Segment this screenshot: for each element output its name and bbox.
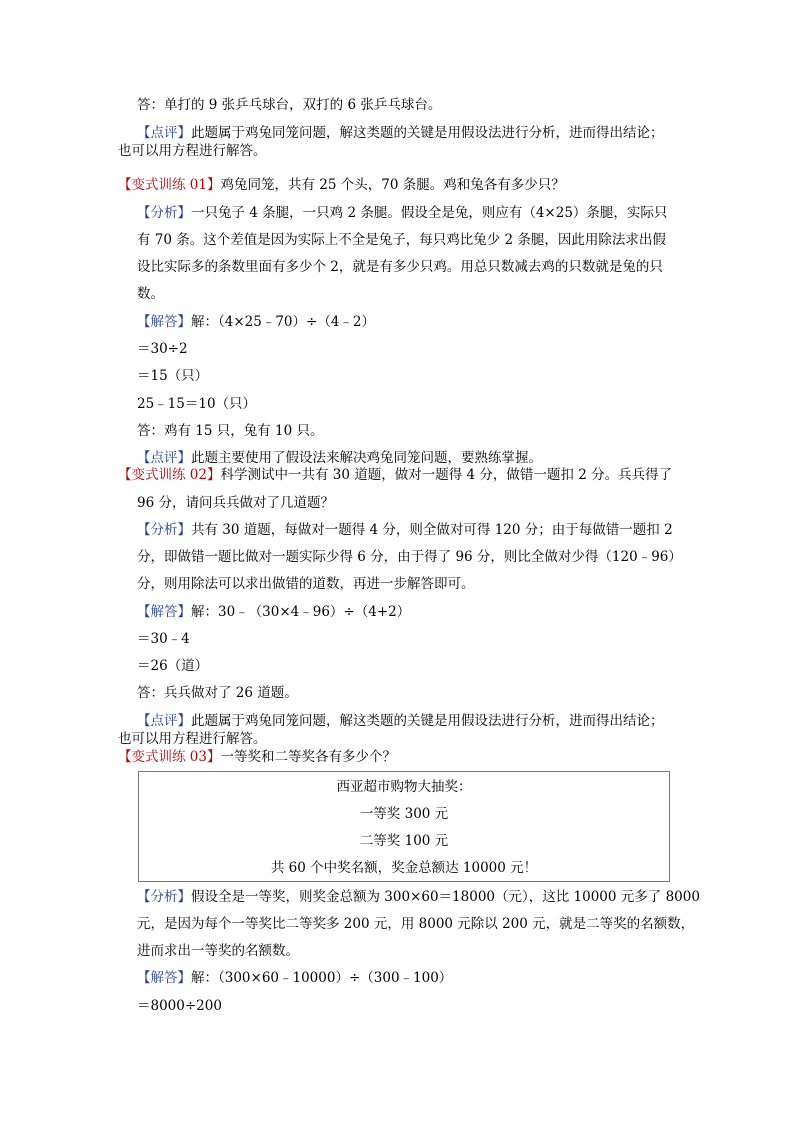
exercise-title-03 (118, 748, 396, 766)
solution-line (137, 657, 208, 675)
solution-line (137, 367, 208, 385)
analysis-text: 一只兔子 4 条腿，一只鸡 2 条腿。假设全是兔，则应有（4×25）条腿，实际只 (191, 205, 668, 221)
comment-line (118, 730, 267, 748)
solution-text: 25﹣15＝10（只） (137, 396, 257, 412)
solution-line (137, 603, 410, 621)
answer-line (137, 684, 298, 702)
analysis-line (137, 575, 475, 593)
analysis-text: 假设全是一等奖，则奖金总额为 300×60＝18000（元），这比 10000 元多了 8000 (191, 889, 700, 905)
box-first-prize: 一等奖 300 元 (359, 806, 449, 822)
analysis-line (137, 231, 666, 249)
analysis-text: 共有 30 道题，每做对一题得 4 分，则全做对可得 120 分；由于每做错一题扣 2 (191, 522, 673, 538)
comment-text: 此题属于鸡兔同笼问题，解这类题的关键是用假设法进行分析，进而得出结论； (191, 713, 664, 729)
exercise-tag: 【变式训练 03】 (118, 749, 221, 765)
exercise-question: 一等奖和二等奖各有多少个？ (220, 749, 396, 765)
solution-line (137, 630, 190, 648)
comment-line (137, 124, 664, 142)
analysis-tag: 【分析】 (137, 889, 191, 905)
box-total: 共 60 个中奖名额，奖金总额达 10000 元！ (270, 860, 538, 876)
answer-text: 答：单打的 9 张乒乓球台，双打的 6 张乒乓球台。 (137, 97, 442, 113)
exercise-tag: 【变式训练 02】 (118, 467, 221, 483)
analysis-text: 数。 (137, 286, 164, 302)
solution-text: ＝30﹣4 (137, 631, 190, 647)
solution-text: ＝8000÷200 (137, 998, 222, 1014)
analysis-tag: 【分析】 (137, 205, 191, 221)
comment-text: 也可以用方程进行解答。 (118, 143, 267, 159)
analysis-line (137, 942, 299, 960)
lottery-info-box (138, 771, 670, 882)
solution-line (137, 313, 375, 331)
solution-text: 解：30﹣（30×4﹣96）÷（4+2） (191, 604, 411, 620)
exercise-question: 96 分，请问兵兵做对了几道题？ (137, 495, 334, 511)
comment-text: 也可以用方程进行解答。 (118, 731, 267, 747)
analysis-text: 分，则用除法可以求出做错的道数，再进一步解答即可。 (137, 576, 475, 592)
answer-text: 答：鸡有 15 只，兔有 10 只。 (137, 423, 324, 439)
comment-tag: 【点评】 (137, 125, 191, 141)
solution-text: ＝30÷2 (137, 341, 188, 357)
box-second-prize: 二等奖 100 元 (359, 833, 449, 849)
exercise-tag: 【变式训练 01】 (118, 177, 221, 193)
exercise-question-line (137, 494, 334, 512)
comment-line (118, 142, 267, 160)
solution-text: 解：（300×60﹣10000）÷（300﹣100） (191, 970, 453, 986)
exercise-question: 科学测试中一共有 30 道题，做对一题得 4 分，做错一题扣 2 分。兵兵得了 (220, 467, 673, 483)
analysis-line (137, 888, 700, 906)
solution-text: ＝26（道） (137, 658, 209, 674)
solution-tag: 【解答】 (137, 314, 191, 330)
comment-line (137, 449, 542, 467)
solution-line (137, 340, 188, 358)
solution-line (137, 969, 452, 987)
analysis-text: 元，是因为每个一等奖比二等奖多 200 元，用 8000 元除以 200 元，就是二等奖的名额数， (137, 916, 695, 932)
comment-tag: 【点评】 (137, 450, 191, 466)
analysis-line (137, 285, 164, 303)
exercise-title-02 (118, 466, 672, 484)
box-title: 西亚超市购物大抽奖： (336, 779, 472, 795)
solution-text: 解：（4×25﹣70）÷（4﹣2） (191, 314, 375, 330)
analysis-text: 设比实际多的条数里面有多少个 2，就是有多少只鸡。用总只数减去鸡的只数就是兔的只 (137, 259, 663, 275)
comment-text: 此题主要使用了假设法来解决鸡兔同笼问题，要熟练掌握。 (191, 450, 542, 466)
analysis-line (137, 521, 673, 539)
solution-line (137, 395, 256, 413)
exercise-question: 鸡兔同笼，共有 25 个头，70 条腿。鸡和兔各有多少只？ (220, 177, 565, 193)
analysis-line (137, 548, 682, 566)
analysis-line (137, 258, 663, 276)
analysis-line (137, 915, 694, 933)
analysis-tag: 【分析】 (137, 522, 191, 538)
comment-text: 此题属于鸡兔同笼问题，解这类题的关键是用假设法进行分析，进而得出结论； (191, 125, 664, 141)
exercise-title-01 (118, 176, 565, 194)
answer-line (137, 96, 441, 114)
analysis-text: 进而求出一等奖的名额数。 (137, 943, 299, 959)
comment-tag: 【点评】 (137, 713, 191, 729)
solution-tag: 【解答】 (137, 604, 191, 620)
analysis-text: 有 70 条。这个差值是因为实际上不全是兔子，每只鸡比兔少 2 条腿，因此用除法求出假 (137, 232, 666, 248)
answer-line (137, 422, 324, 440)
solution-line (137, 997, 222, 1015)
analysis-text: 分，即做错一题比做对一题实际少得 6 分，由于得了 96 分，则比全做对少得（120﹣96） (137, 549, 682, 565)
solution-text: ＝15（只） (137, 368, 209, 384)
comment-line (137, 712, 664, 730)
analysis-line (137, 204, 667, 222)
solution-tag: 【解答】 (137, 970, 191, 986)
answer-text: 答：兵兵做对了 26 道题。 (137, 685, 298, 701)
